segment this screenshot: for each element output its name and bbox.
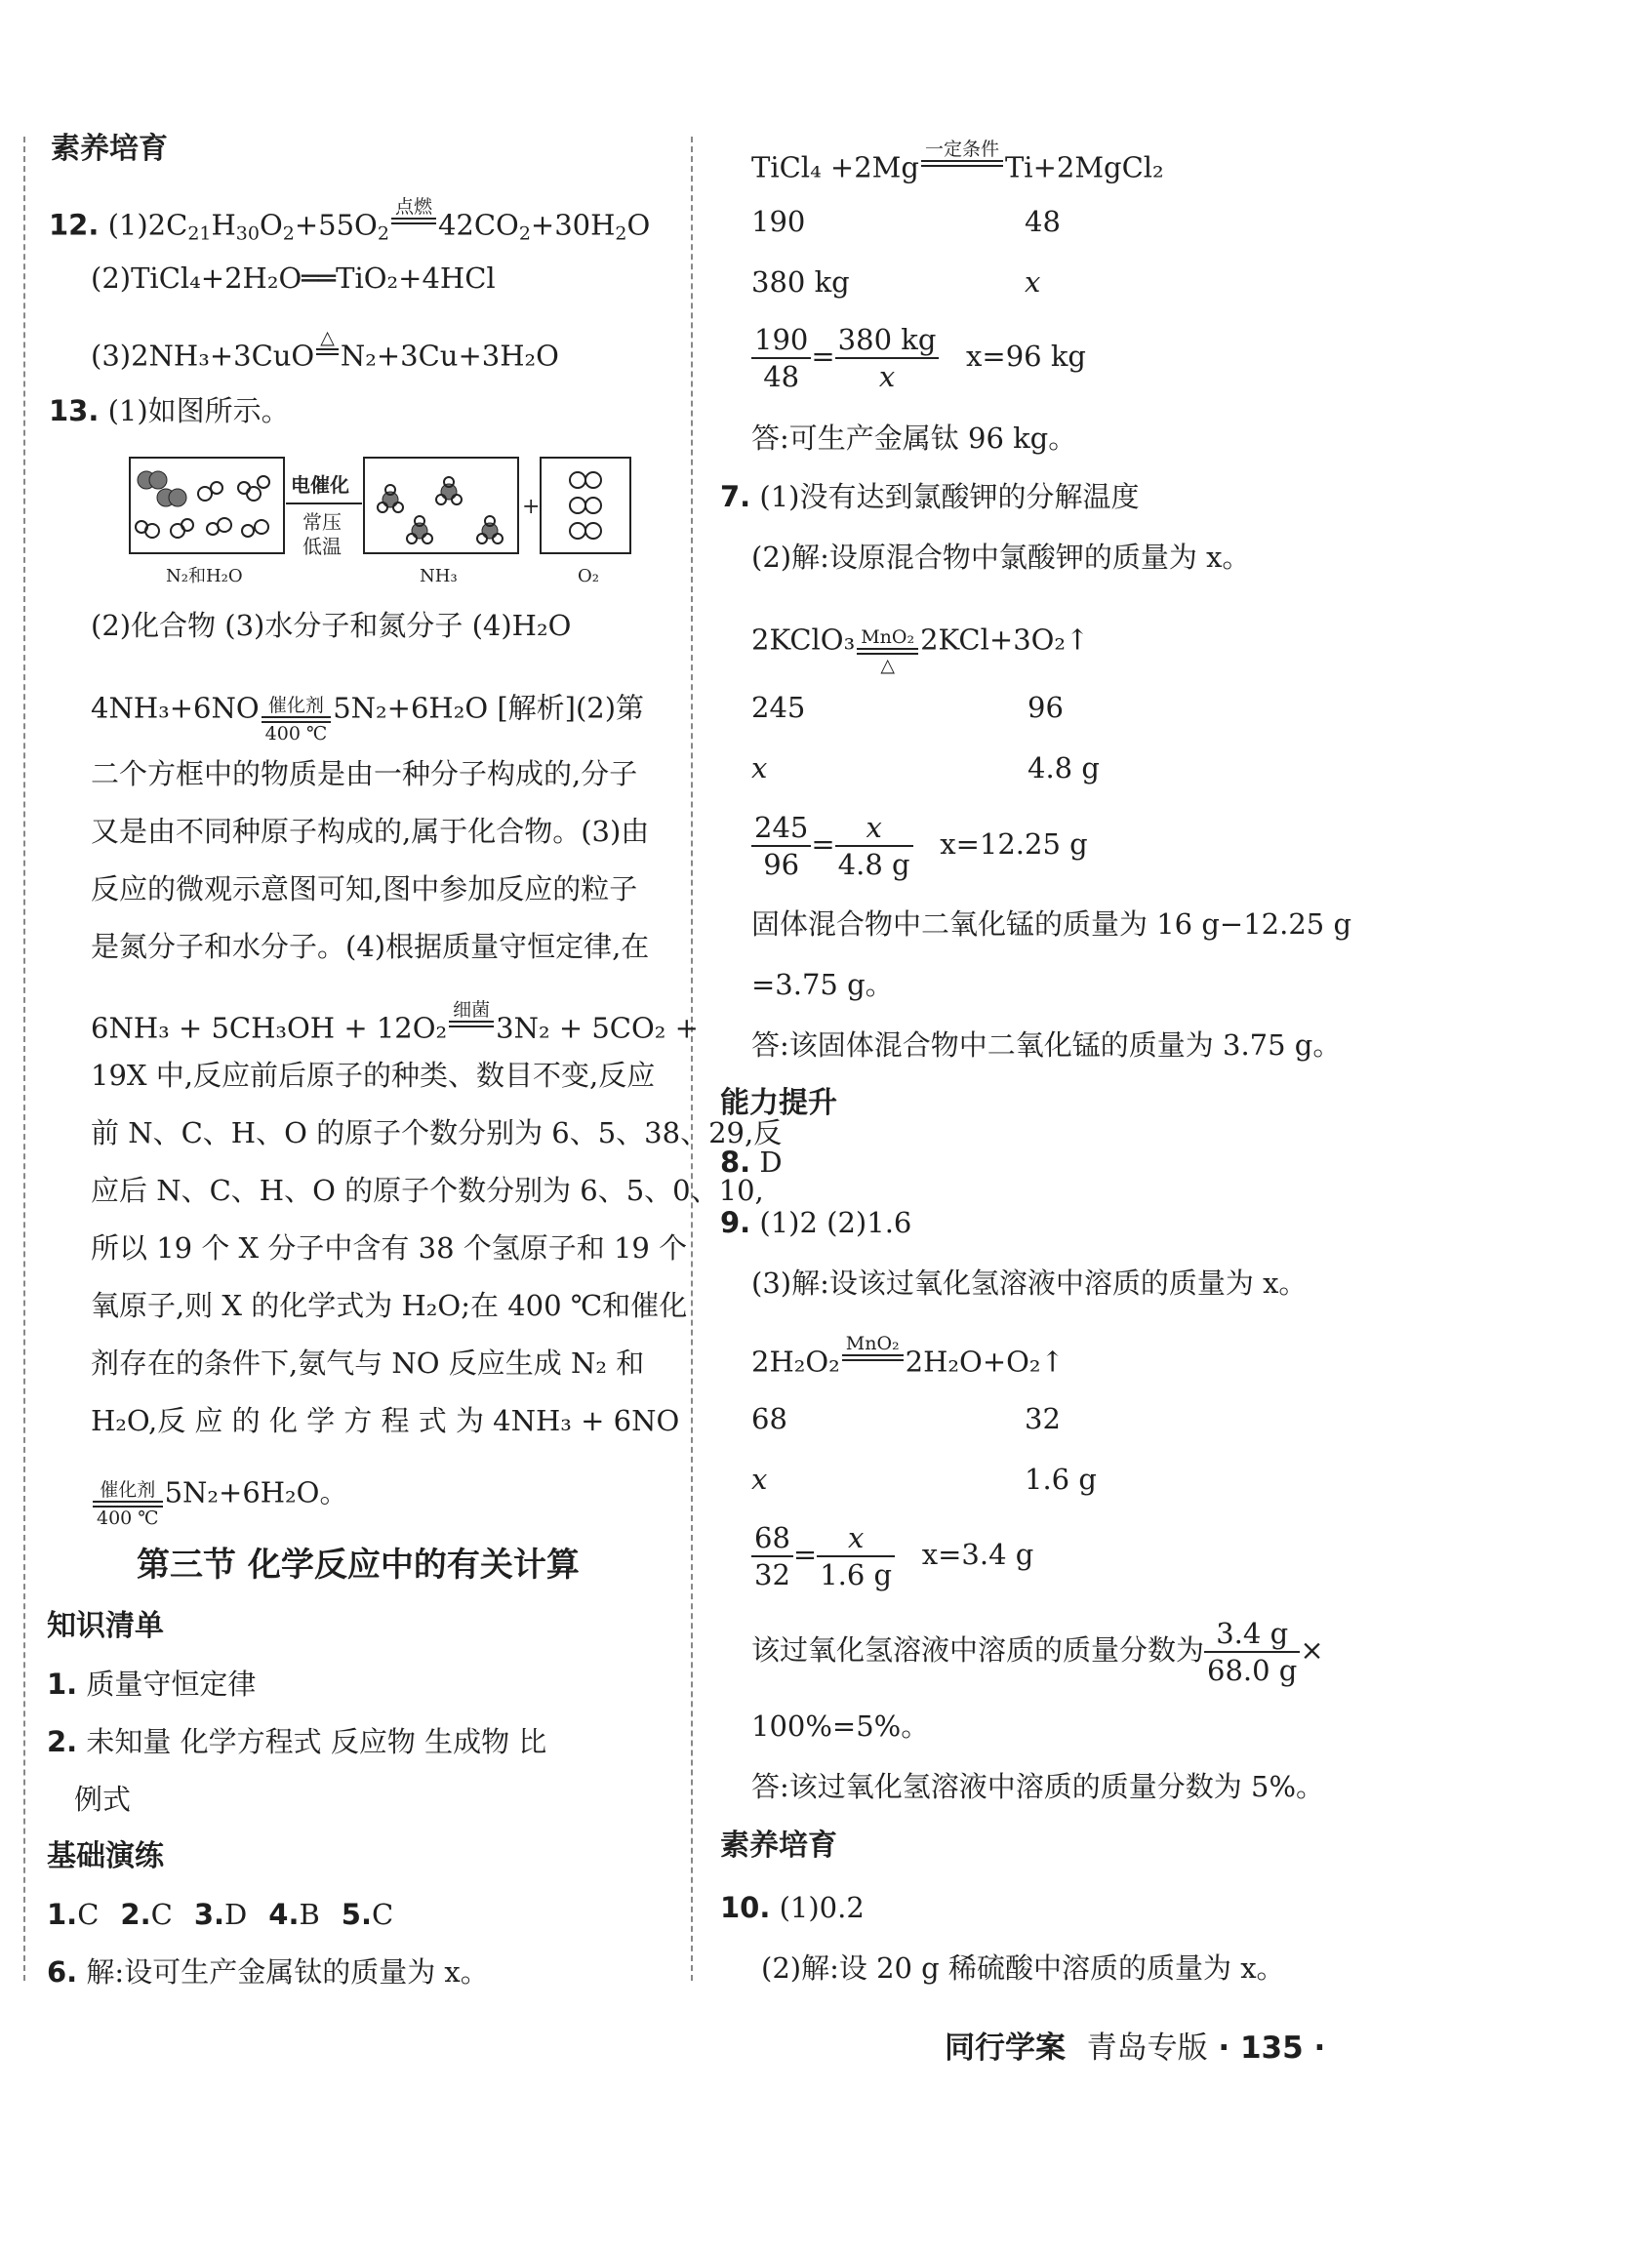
denominator: x — [878, 360, 896, 393]
item-number: 5. — [341, 1898, 372, 1931]
question-number: 12. — [49, 208, 100, 242]
r-row: 48 — [1025, 205, 1061, 238]
q7-para: 固体混合物中二氧化锰的质量为 16 g−12.25 g — [751, 907, 1352, 941]
condition-text: △ — [320, 327, 335, 348]
text: x=12.25 g — [940, 827, 1088, 861]
answer-letter: D — [224, 1898, 248, 1931]
text: 2H₂O₂ — [751, 1345, 840, 1379]
subscript: 2 — [518, 222, 531, 245]
label-o2: O₂ — [578, 566, 599, 586]
q7-para: =3.75 g。 — [751, 968, 894, 1001]
diagram-box-reactants — [130, 458, 284, 553]
q13-para: 应后 N、C、H、O 的原子个数分别为 6、5、0、10, — [91, 1174, 764, 1207]
q9-para — [751, 1616, 1324, 1688]
question-number: 10. — [720, 1891, 771, 1924]
answer-letter: B — [299, 1898, 320, 1931]
arrow-condition-3: 低温 — [302, 535, 342, 558]
q13-para: 剂存在的条件下,氨气与 NO 反应生成 N₂ 和 — [91, 1347, 645, 1380]
fraction — [817, 1520, 895, 1592]
double-line — [857, 648, 918, 655]
knowledge-item-2-cont: 例式 — [74, 1783, 132, 1816]
reaction-condition — [921, 139, 1003, 188]
arrow-condition-1: 电催化 — [291, 473, 349, 497]
section-heading: 基础演练 — [47, 1839, 164, 1873]
diagram-box-nh3 — [364, 458, 518, 553]
numerator: 380 kg — [835, 322, 940, 359]
fraction — [835, 322, 940, 394]
numerator: x — [817, 1520, 895, 1557]
item-number: 3. — [193, 1898, 225, 1931]
column-divider — [691, 137, 693, 1981]
section-heading: 能力提升 — [720, 1086, 837, 1120]
text: Ti+2MgCl₂ — [1004, 150, 1164, 184]
q13-para: 前 N、C、H、O 的原子个数分别为 6、5、38、29,反 — [91, 1116, 783, 1149]
question-number: 6. — [47, 1955, 78, 1989]
q7-row: 245 — [751, 691, 806, 724]
text: O — [259, 208, 283, 242]
numerator: x — [835, 810, 913, 847]
answer-letter: C — [372, 1898, 394, 1931]
basic-answer-item — [194, 1898, 247, 1931]
knowledge-item-1 — [47, 1666, 256, 1703]
q9-row: 68 — [751, 1402, 787, 1435]
question-number: 9. — [720, 1206, 751, 1239]
text: (1)没有达到氯酸钾的分解温度 — [759, 480, 1140, 513]
text: (1)如图所示。 — [107, 394, 290, 427]
text: 4NH₃+6NO — [91, 691, 260, 725]
q8-line — [720, 1144, 783, 1181]
text: (1)2 (2)1.6 — [759, 1206, 912, 1239]
text: (3)2NH₃+3CuO — [91, 339, 315, 373]
text: 42CO — [437, 208, 519, 242]
text: x=3.4 g — [921, 1538, 1034, 1571]
q13-para: 氧原子,则 X 的化学式为 H₂O;在 400 ℃和催化 — [91, 1289, 688, 1322]
text: 2KClO₃ — [751, 623, 856, 657]
q9-proportion — [751, 1520, 1033, 1592]
denominator: 48 — [763, 360, 800, 393]
reaction-condition — [262, 695, 332, 744]
fraction — [835, 810, 913, 882]
fraction — [1204, 1616, 1300, 1688]
condition-text: 400 ℃ — [264, 723, 328, 744]
item-number: 2. — [47, 1725, 78, 1758]
q12-line1 — [49, 196, 651, 252]
basic-answer-item — [268, 1898, 320, 1931]
q13-para — [91, 1469, 348, 1529]
text: (1)0.2 — [779, 1891, 865, 1924]
denominator: 32 — [754, 1558, 790, 1591]
q7-row: 96 — [1027, 691, 1064, 724]
basic-answer-item — [120, 1898, 172, 1931]
text: × — [1300, 1633, 1324, 1667]
spacer — [449, 1027, 494, 1049]
reaction-diagram — [127, 453, 634, 589]
text: D — [759, 1146, 783, 1179]
text: 5N₂+6H₂O [解析](2)第 — [333, 691, 645, 725]
reaction-condition — [842, 1333, 904, 1383]
numerator: 3.4 g — [1204, 1616, 1300, 1653]
q13-para: 反应的微观示意图可知,图中参加反应的粒子 — [91, 872, 638, 905]
condition-text: 催化剂 — [100, 1479, 156, 1501]
text: = — [811, 340, 835, 373]
q9-row: 1.6 g — [1025, 1463, 1097, 1496]
subscript: 2 — [615, 222, 627, 245]
q6-line — [47, 1953, 489, 1991]
text: N₂+3Cu+3H₂O — [340, 339, 559, 373]
q13-para — [91, 999, 699, 1055]
diagram-box-o2 — [541, 458, 630, 553]
condition-text: 400 ℃ — [97, 1508, 159, 1529]
text: x=96 kg — [966, 340, 1086, 373]
item-number: 1. — [47, 1668, 78, 1701]
r-answer: 答:可生产金属钛 96 kg。 — [751, 422, 1077, 455]
q7-eq — [751, 617, 1090, 676]
condition-text: MnO₂ — [861, 626, 915, 648]
text: 质量守恒定律 — [86, 1668, 257, 1701]
spacer — [391, 224, 436, 246]
q13-para: 是氮分子和水分子。(4)根据质量守恒定律,在 — [91, 930, 650, 963]
numerator: 190 — [751, 322, 811, 359]
item-number: 1. — [47, 1898, 78, 1931]
double-line — [316, 348, 339, 355]
q9-line3: (3)解:设该过氧化氢溶液中溶质的质量为 x。 — [751, 1267, 1308, 1300]
r-row: 380 kg — [751, 265, 850, 299]
text: = — [811, 827, 835, 861]
spacer — [921, 167, 1003, 188]
question-number: 13. — [49, 394, 100, 427]
arrow-condition-2: 常压 — [302, 510, 342, 534]
q9-para: 100%=5%。 — [751, 1709, 930, 1743]
edition-label: 青岛专版 — [1086, 2031, 1208, 2066]
item-number: 2. — [120, 1898, 151, 1931]
q13-para: 又是由不同种原子构成的,属于化合物。(3)由 — [91, 815, 650, 848]
numerator: 245 — [751, 810, 811, 847]
double-line — [921, 160, 1003, 167]
text: +55O — [294, 208, 378, 242]
basic-answers — [47, 1896, 415, 1933]
r-row: 190 — [751, 205, 806, 238]
denominator: 96 — [763, 848, 800, 881]
basic-answer-item — [47, 1898, 99, 1931]
q9-row: 32 — [1025, 1402, 1061, 1435]
q10-line2: (2)解:设 20 g 稀硫酸中溶质的质量为 x。 — [761, 1951, 1285, 1985]
fraction — [751, 322, 811, 394]
condition-text: MnO₂ — [845, 1333, 900, 1354]
label-reactants: N₂和H₂O — [166, 566, 243, 586]
answer-letter: C — [77, 1898, 100, 1931]
q13-para: 所以 19 个 X 分子中含有 38 个氢原子和 19 个 — [91, 1231, 688, 1265]
subscript: 21 — [187, 222, 212, 245]
subscript: 2 — [282, 222, 295, 245]
knowledge-item-2 — [47, 1723, 546, 1760]
q13-para: 二个方框中的物质是由一种分子构成的,分子 — [91, 757, 638, 790]
numerator: 68 — [751, 1520, 793, 1557]
left-margin-rule — [23, 137, 25, 1981]
r-proportion — [751, 322, 1086, 394]
q7-line2: (2)解:设原混合物中氯酸钾的质量为 x。 — [751, 541, 1251, 574]
reaction-arrow — [286, 473, 362, 558]
text: 6NH₃ + 5CH₃OH + 12O₂ — [91, 1011, 448, 1045]
section-heading: 素养培育 — [720, 1829, 837, 1863]
text: (1)2C — [107, 208, 188, 242]
double-line — [842, 1354, 904, 1361]
q7-answer: 答:该固体混合物中二氧化锰的质量为 3.75 g。 — [751, 1028, 1342, 1062]
r-row: x — [1025, 265, 1041, 299]
q12-line2: (2)TiCl₄+2H₂O══TiO₂+4HCl — [91, 261, 496, 295]
q9-line1 — [720, 1204, 911, 1241]
label-nh3: NH₃ — [420, 566, 458, 586]
page-footer — [945, 2023, 1325, 2067]
subscript: 2 — [377, 222, 389, 245]
q13-line3 — [91, 685, 645, 744]
reaction-condition — [391, 196, 436, 246]
q13-line1 — [49, 392, 290, 429]
q7-proportion — [751, 810, 1088, 882]
q7-line1 — [720, 478, 1140, 515]
q9-eq — [751, 1333, 1065, 1388]
answer-letter: C — [150, 1898, 173, 1931]
text: 2H₂O+O₂↑ — [905, 1345, 1065, 1379]
brand-name: 同行学案 — [945, 2031, 1066, 2066]
q13-line2: (2)化合物 (3)水分子和氮分子 (4)H₂O — [91, 609, 572, 642]
fraction — [751, 810, 811, 882]
denominator: 1.6 g — [820, 1558, 893, 1591]
text: +30H — [530, 208, 616, 242]
reaction-condition — [93, 1479, 163, 1529]
basic-answer-item — [342, 1898, 393, 1931]
denominator: 68.0 g — [1207, 1654, 1298, 1687]
text: 2KCl+3O₂↑ — [920, 623, 1090, 657]
subscript: 30 — [235, 222, 260, 245]
text: 解:设可生产金属钛的质量为 x。 — [86, 1955, 489, 1989]
item-number: 4. — [268, 1898, 300, 1931]
condition-text: 点燃 — [394, 196, 432, 218]
double-line — [449, 1021, 494, 1027]
spacer — [842, 1361, 904, 1383]
text: 5N₂+6H₂O。 — [164, 1475, 348, 1509]
section-title: 第三节 化学反应中的有关计算 — [137, 1546, 580, 1585]
fraction — [751, 1520, 793, 1592]
q9-row: x — [751, 1463, 768, 1496]
text: TiCl₄ +2Mg — [751, 150, 919, 184]
section-heading: 素养培育 — [51, 132, 168, 166]
question-number: 7. — [720, 480, 751, 513]
reaction-condition — [316, 327, 339, 377]
q7-row: 4.8 g — [1027, 751, 1100, 784]
q10-line1 — [720, 1889, 865, 1926]
condition-text: 催化剂 — [267, 695, 324, 716]
plus-sign: + — [522, 495, 541, 519]
r-eq1 — [751, 139, 1164, 194]
condition-text: △ — [880, 655, 895, 676]
text: 3N₂ + 5CO₂ + — [496, 1011, 699, 1045]
q13-para: H₂O,反 应 的 化 学 方 程 式 为 4NH₃ + 6NO — [91, 1404, 680, 1437]
text: O — [626, 208, 651, 242]
text: H — [211, 208, 236, 242]
section-heading: 知识清单 — [47, 1609, 164, 1643]
reaction-condition — [449, 999, 494, 1049]
page-number: · 135 · — [1218, 2031, 1326, 2066]
q13-para: 19X 中,反应前后原子的种类、数目不变,反应 — [91, 1059, 656, 1092]
denominator: 4.8 g — [837, 848, 910, 881]
double-line — [391, 218, 436, 224]
text: 未知量 化学方程式 反应物 生成物 比 — [86, 1725, 547, 1758]
q12-line3 — [91, 327, 559, 382]
spacer — [316, 355, 339, 377]
reaction-condition — [857, 626, 918, 676]
text: 该过氧化氢溶液中溶质的质量分数为 — [751, 1633, 1205, 1667]
double-line — [93, 1501, 163, 1508]
text: = — [792, 1538, 818, 1571]
q9-answer: 答:该过氧化氢溶液中溶质的质量分数为 5%。 — [751, 1770, 1324, 1803]
condition-text: 一定条件 — [924, 139, 999, 160]
double-line — [262, 716, 332, 723]
q7-row: x — [751, 751, 768, 784]
condition-text: 细菌 — [453, 999, 491, 1021]
question-number: 8. — [720, 1146, 751, 1179]
